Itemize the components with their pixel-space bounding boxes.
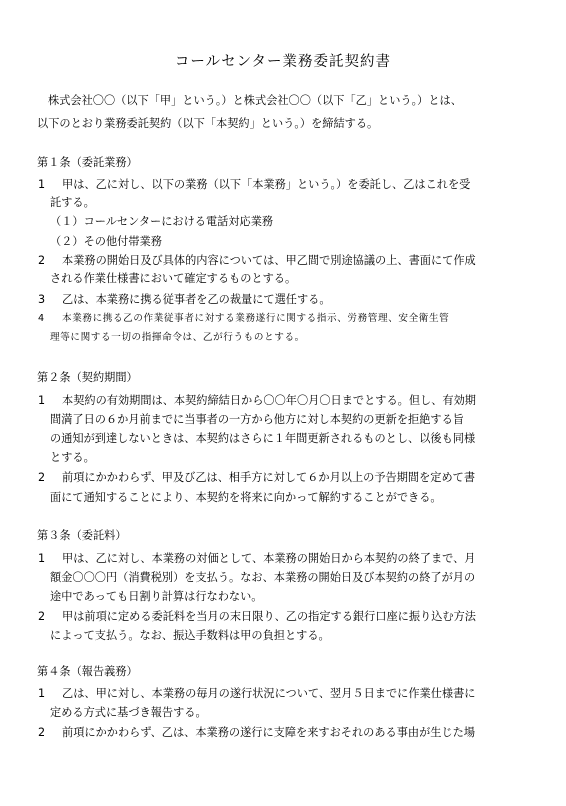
preamble-line-1: 株式会社〇〇（以下「甲」という。）と株式会社〇〇（以下「乙」という。）とは、	[48, 94, 462, 107]
article-4-clause-2-line-1: 前項にかかわらず、乙は、本業務の遂行に支障を来すおそれのある事由が生じた場	[62, 726, 476, 739]
article-2-clause-1-number: 1	[38, 394, 46, 407]
article-4-clause-1-line-1: 乙は、甲に対し、本業務の毎月の遂行状況について、翌月５日までに作業仕様書に	[62, 687, 476, 700]
article-1-clause-1-number: 1	[38, 178, 46, 191]
article-2-clause-2-line-2: 面にて通知することにより、本契約を将来に向かって解約することができる。	[50, 491, 442, 504]
document-title: コールセンター業務委託契約書	[174, 54, 392, 70]
article-1-clause-2-line-2: される作業仕様書において確定するものとする。	[50, 272, 297, 285]
article-1-clause-4-line-2: 理等に関する一切の指揮命令は、乙が行うものとする。	[50, 332, 305, 343]
article-2-clause-1-line-1: 本契約の有効期間は、本契約締結日から〇〇年〇月〇日までとする。但し、有効期	[62, 394, 476, 407]
article-1-clause-1-line-1: 甲は、乙に対し、以下の業務（以下「本業務」という。）を委託し、乙はこれを受	[62, 178, 471, 191]
article-3-clause-2-number: 2	[38, 610, 46, 623]
article-2-clause-2-number: 2	[38, 471, 46, 484]
article-1-clause-2-number: 2	[38, 254, 46, 267]
article-3-clause-1-line-1: 甲は、乙に対し、本業務の対価として、本業務の開始日から本契約の終了まで、月	[62, 552, 476, 565]
article-3-clause-2-line-1: 甲は前項に定める委託料を当月の末日限り、乙の指定する銀行口座に振り込む方法	[62, 610, 476, 623]
article-3-clause-2-line-2: によって支払う。なお、振込手数料は甲の負担とする。	[50, 629, 330, 642]
article-2-clause-2-line-1: 前項にかかわらず、甲及び乙は、相手方に対して６か月以上の予告期間を定めて書	[62, 471, 476, 484]
article-1-clause-4-line-1: 本業務に携る乙の作業従事者に対する業務遂行に関する指示、労務管理、安全衛生管	[62, 313, 450, 324]
article-3-heading: 第３条（委託料）	[37, 529, 127, 542]
article-2-clause-1-line-3: の通知が到達しないときは、本契約はさらに１年間更新されるものとし、以後も同様	[50, 432, 476, 445]
article-4-clause-1-line-2: 定める方式に基づき報告する。	[50, 706, 207, 719]
article-3-clause-1-number: 1	[38, 552, 46, 565]
article-4-heading: 第４条（報告義務）	[37, 665, 138, 678]
article-1-clause-2-line-1: 本業務の開始日及び具体的内容については、甲乙間で別途協議の上、書面にて作成	[62, 254, 476, 267]
article-1-item-2: （２）その他付帯業務	[50, 235, 162, 248]
article-1-clause-4-number: 4	[38, 313, 45, 324]
article-2-clause-1-line-2: 間満了日の６か月前までに当事者の一方から他方に対し本契約の更新を拒絶する旨	[50, 413, 464, 426]
article-2-clause-1-line-4: とする。	[50, 451, 95, 464]
article-1-heading: 第１条（委託業務）	[37, 156, 138, 169]
article-4-clause-1-number: 1	[38, 687, 46, 700]
article-3-clause-1-line-2: 額金〇〇〇円（消費税別）を支払う。なお、本業務の開始日及び本契約の終了が月の	[50, 571, 476, 584]
article-1-clause-1-line-2: 託する。	[50, 196, 95, 209]
article-4-clause-2-number: 2	[38, 726, 46, 739]
article-1-clause-3-line-1: 乙は、本業務に携る従事者を乙の裁量にて選任する。	[62, 293, 331, 306]
article-1-clause-3-number: 3	[38, 293, 46, 306]
article-3-clause-1-line-3: 途中であっても日割り計算は行なわない。	[50, 590, 263, 603]
article-1-item-1: （１）コールセンターにおける電話対応業務	[50, 215, 274, 228]
preamble-line-2: 以下のとおり業務委託契約（以下「本契約」という。）を締結する。	[37, 117, 379, 130]
article-2-heading: 第２条（契約期間）	[37, 371, 138, 384]
